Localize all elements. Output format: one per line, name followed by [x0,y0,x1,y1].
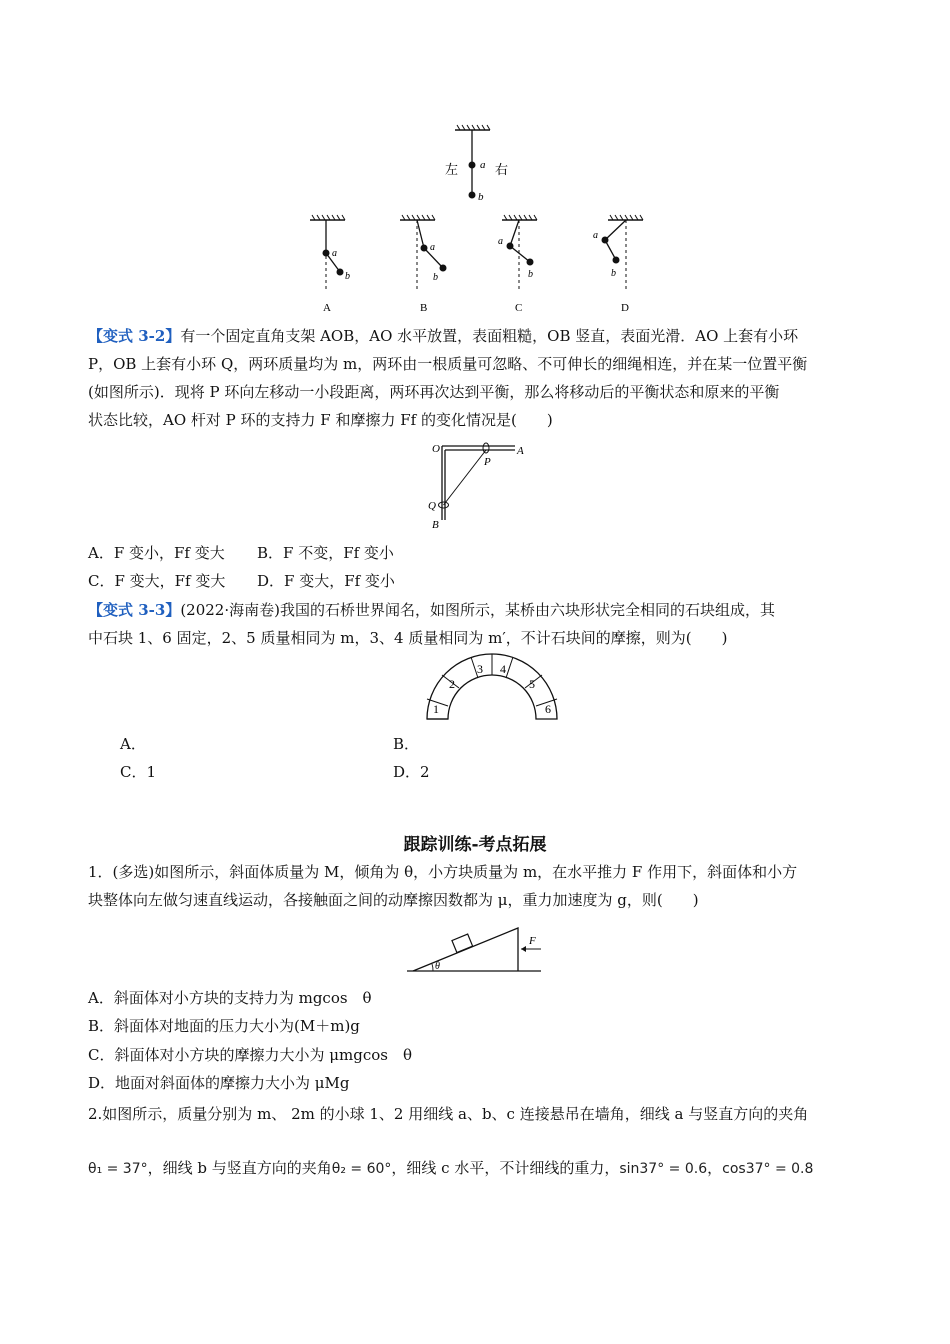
svg-text:F: F [529,935,536,947]
svg-text:P: P [484,456,491,468]
q32-tag: 【变式 3-2】 [88,327,181,345]
svg-text:b: b [611,268,616,279]
svg-text:3: 3 [477,662,483,676]
svg-text:D: D [621,302,629,314]
svg-text:B: B [420,302,428,314]
svg-text:6: 6 [545,702,551,716]
q32-option-c[interactable]: C．F 变大，Ff 变大 [88,572,226,590]
figure-stone-bridge [420,653,565,723]
figure-hanging-balls [290,120,670,320]
svg-text:Q: Q [428,500,436,512]
option-b-figure [400,215,447,314]
q33-line-2: 中石块 1、6 固定，2、5 质量相同为 m，3、4 质量相同为 m′，不计石块间的摩擦，则为( ) [88,629,728,647]
svg-text:a: a [498,236,503,247]
svg-text:5: 5 [529,677,535,691]
svg-text:b: b [345,271,350,282]
q1-option-d[interactable]: D．地面对斜面体的摩擦力大小为 μMg [88,1074,350,1092]
q32-line-4: 状态比较，AO 杆对 P 环的支持力 F 和摩擦力 Ff 的变化情况是( ) [88,411,553,429]
svg-text:A: A [517,445,524,457]
svg-text:O: O [432,443,440,455]
figure-incline [405,918,550,976]
svg-text:θ: θ [435,961,440,972]
q1-line-2: 块整体向左做匀速直线运动，各接触面之间的动摩擦因数都为 μ，重力加速度为 g，则( ) [88,891,699,909]
q32-option-b[interactable]: B．F 不变，Ff 变小 [257,544,394,562]
option-c-figure [498,215,537,314]
q32-line-1: 【变式 3-2】有一个固定直角支架 AOB，AO 水平放置，表面粗糙，OB 竖直，表面光滑．AO 上套有小环 [88,327,799,345]
svg-text:a: a [332,248,337,259]
q33-option-c[interactable]: C．1 [120,763,157,781]
top-ceiling [455,125,490,130]
svg-text:b: b [433,272,438,283]
svg-text:A: A [323,302,331,314]
svg-text:b: b [478,191,484,203]
svg-text:a: a [430,242,435,253]
q1-option-c[interactable]: C．斜面体对小方块的摩擦力大小为 μmgcos θ [88,1046,412,1064]
ball-a [469,162,476,169]
option-a-figure [310,215,350,314]
q33-line-1: 【变式 3-3】(2022·海南卷)我国的石桥世界闻名，如图所示，某桥由六块形状完全相同的石块组成，其 [88,601,775,619]
q33-option-b[interactable]: B． [393,735,420,753]
q33-option-d[interactable]: D．2 [393,763,430,781]
q32-line-2: P，OB 上套有小环 Q，两环质量均为 m，两环由一根质量可忽略、不可伸长的细绳相连，并在某一位置平衡 [88,355,808,373]
q2-line-1: 2.如图所示，质量分别为 m、 2m 的小球 1、2 用细线 a、b、c 连接悬吊在墙角，细线 a 与竖直方向的夹角 [88,1105,809,1123]
svg-text:2: 2 [449,677,455,691]
svg-text:a: a [593,230,598,241]
svg-text:B: B [432,519,439,531]
q32-option-d[interactable]: D．F 变大，Ff 变小 [257,572,395,590]
ball-b [469,192,476,199]
figure-right-angle-frame [420,438,540,536]
section-title: 跟踪训练-考点拓展 [403,835,547,855]
label-right: 右 [495,162,509,177]
svg-text:1: 1 [433,702,439,716]
q32-line-3: (如图所示)．现将 P 环向左移动一小段距离，两环再次达到平衡，那么将移动后的平衡状态和原来的平衡 [88,383,780,401]
svg-text:C: C [515,302,523,314]
q33-tag: 【变式 3-3】 [88,601,181,619]
q1-option-a[interactable]: A．斜面体对小方块的支持力为 mgcos θ [88,989,372,1007]
label-left: 左 [445,162,459,177]
q33-option-a[interactable]: A． [120,735,146,753]
q1-option-b[interactable]: B．斜面体对地面的压力大小为(M＋m)g [88,1017,360,1035]
q2-line-2: θ₁ = 37°，细线 b 与竖直方向的夹角θ₂ = 60°，细线 c 水平，不计细线的重力，sin37° = 0.6，cos37° = 0.8 [88,1159,814,1177]
svg-text:b: b [528,269,533,280]
q1-line-1: 1．(多选)如图所示，斜面体质量为 M，倾角为 θ，小方块质量为 m，在水平推力 F 作用下，斜面体和小方 [88,863,798,881]
q32-option-a[interactable]: A．F 变小，Ff 变大 [88,544,225,562]
svg-text:a: a [480,159,486,171]
svg-text:4: 4 [500,662,506,676]
option-d-figure [593,215,643,314]
